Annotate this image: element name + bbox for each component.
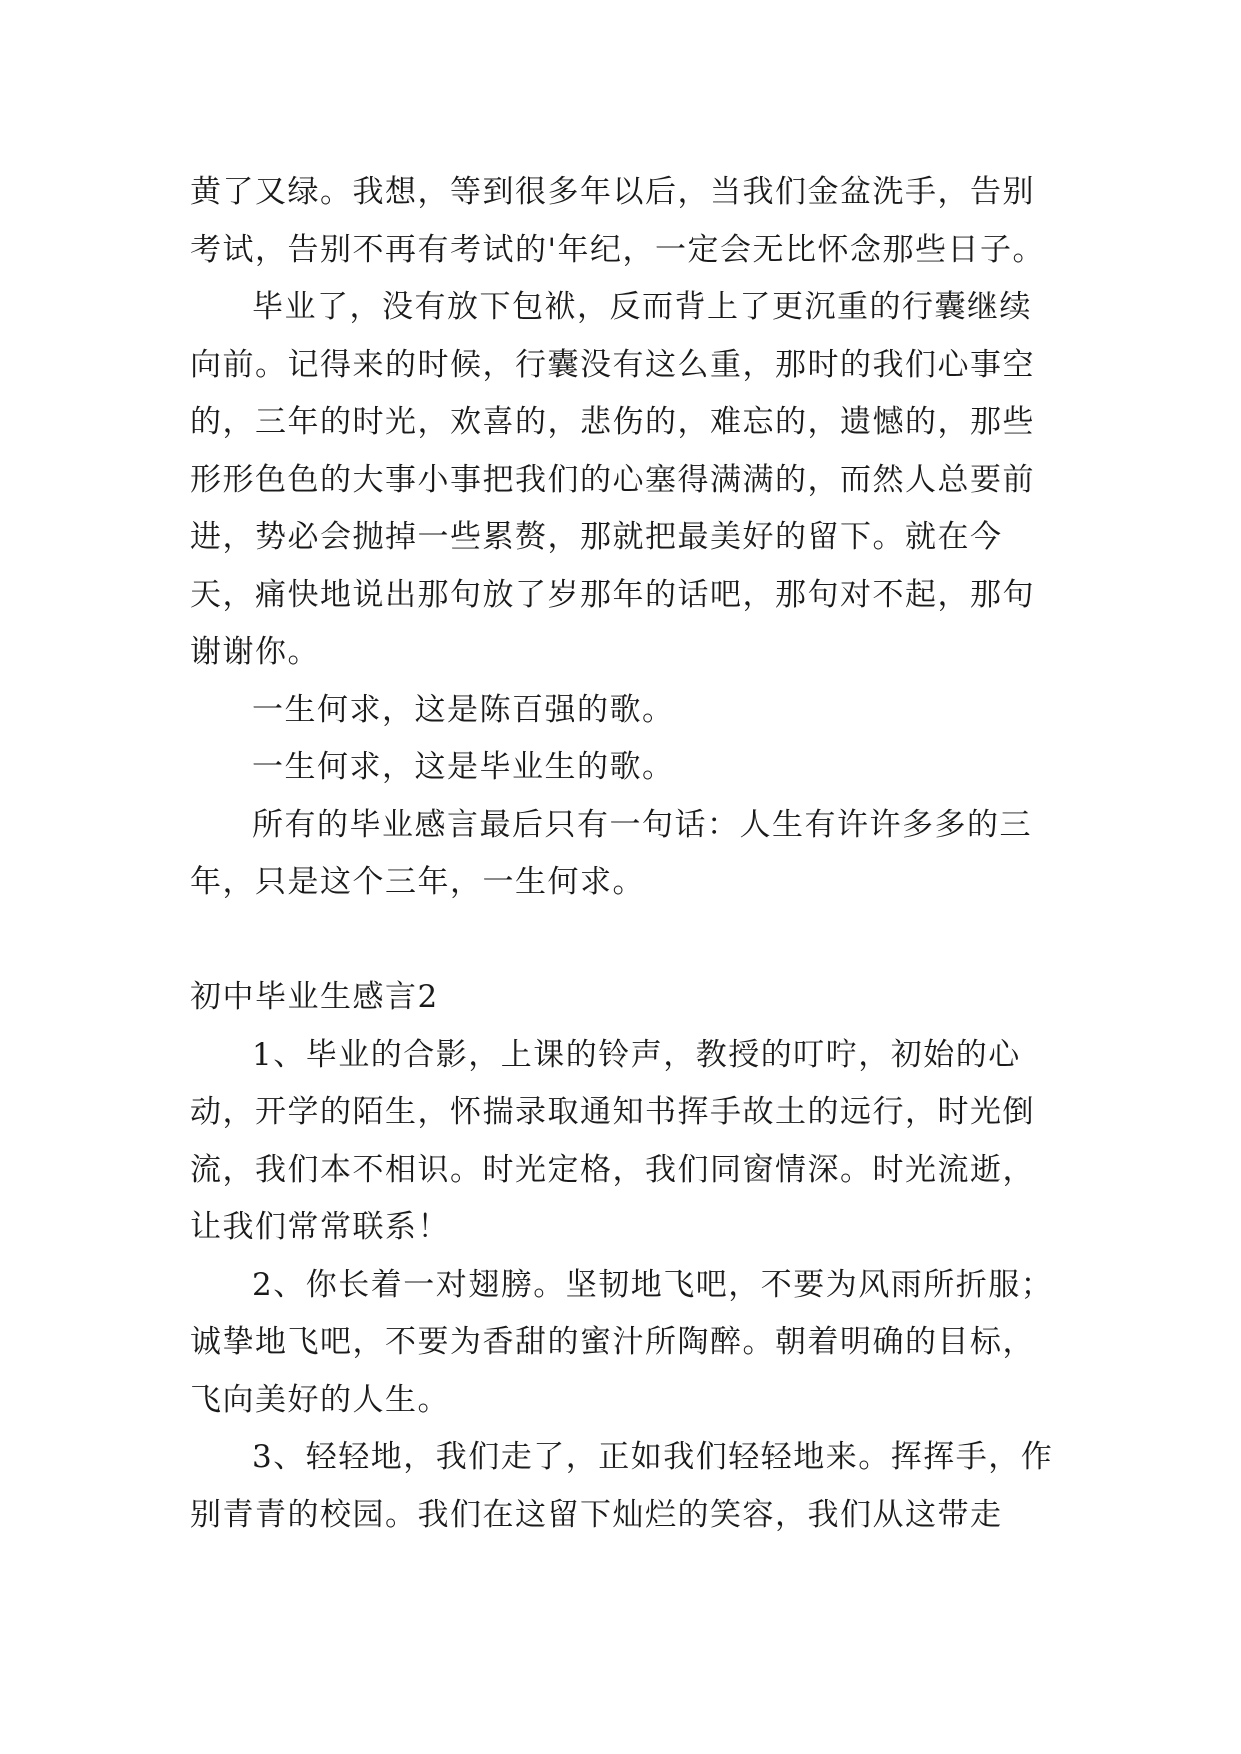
document-body (190, 164, 1060, 1544)
paragraph-item-1: 1、毕业的合影，上课的铃声，教授的叮咛，初始的心动，开学的陌生，怀揣录取通知书挥手故土的远行，时光倒流，我们本不相识。时光定格，我们同窗情深。时光流逝，让我们常常联系！ (190, 1036, 1035, 1245)
paragraph-song-chen: 一生何求，这是陈百强的歌。 (252, 691, 675, 728)
paragraph-item-2: 2、你长着一对翅膀。坚韧地飞吧，不要为风雨所折服；诚挚地飞吧，不要为香甜的蜜汁所陶醉。朝着明确的目标，飞向美好的人生。 (190, 1266, 1054, 1418)
section-spacer (190, 912, 1060, 970)
paragraph-song-graduates: 一生何求，这是毕业生的歌。 (252, 749, 675, 785)
paragraph-continuation: 黄了又绿。我想，等到很多年以后，当我们金盆洗手，告别考试，告别不再有考试的'年纪，一定会无比怀念那些日子。 (190, 174, 1046, 268)
section-heading: 初中毕业生感言2 (190, 979, 439, 1015)
paragraph-summary: 所有的毕业感言最后只有一句话：人生有许许多多的三年，只是这个三年，一生何求。 (190, 806, 1032, 900)
paragraph-graduation-burden: 毕业了，没有放下包袱，反而背上了更沉重的行囊继续向前。记得来的时候，行囊没有这么重，那时的我们心事空的，三年的时光，欢喜的，悲伤的，难忘的，遗憾的，那些形形色色的大事小事把我们的心塞得满满的，而然人总要前进，势必会抛掉一些累赘，那就把最美好的留下。就在今天，痛快地说出那句放了岁那年的话吧，那句对不起，那句谢谢你。 (190, 289, 1035, 670)
paragraph-item-3: 3、轻轻地，我们走了，正如我们轻轻地来。挥挥手，作别青青的校园。我们在这留下灿烂的笑容，我们从这带走 (190, 1439, 1054, 1533)
